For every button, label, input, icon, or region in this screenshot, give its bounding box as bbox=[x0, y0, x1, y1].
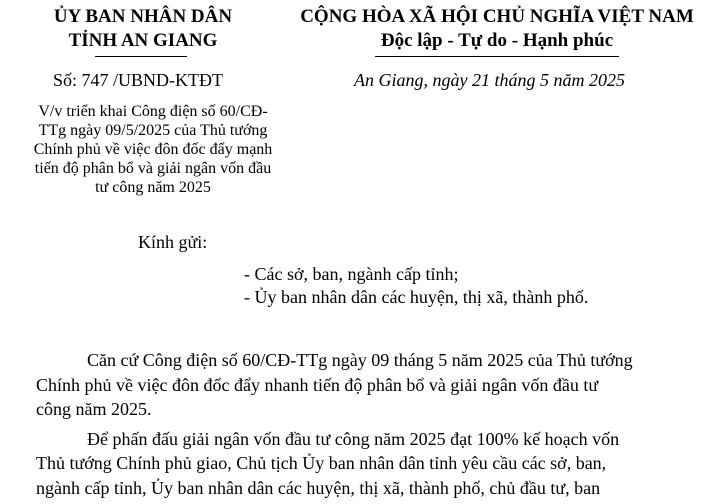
org-underline bbox=[95, 56, 187, 57]
body-line-1: Căn cứ Công điện số 60/CĐ-TTg ngày 09 tháng 5 năm 2025 của Thủ tướng bbox=[87, 350, 633, 370]
subject-line-5: tư công năm 2025 bbox=[95, 179, 211, 196]
document-number: Số: 747 /UBND-KTĐT bbox=[53, 70, 223, 90]
subject-line-2: TTg ngày 09/5/2025 của Thủ tướng bbox=[38, 122, 268, 139]
recipient-2: - Ủy ban nhân dân các huyện, thị xã, thành phố. bbox=[244, 287, 589, 307]
body-line-4: Để phấn đấu giải ngân vốn đầu tư công năm 2025 đạt 100% kế hoạch vốn bbox=[87, 429, 620, 449]
subject-line-3: Chính phủ về việc đôn đốc đẩy mạnh bbox=[33, 141, 273, 158]
body-line-2: Chính phủ về việc đôn đốc đẩy nhanh tiến độ phân bổ và giải ngân vốn đầu tư bbox=[36, 375, 599, 395]
place-date: An Giang, ngày 21 tháng 5 năm 2025 bbox=[354, 70, 625, 90]
national-title: CỘNG HÒA XÃ HỘI CHỦ NGHĨA VIỆT NAM bbox=[300, 6, 694, 27]
org-name-line1: ỦY BAN NHÂN DÂN bbox=[53, 6, 233, 27]
body-line-3: công năm 2025. bbox=[36, 399, 152, 419]
motto-underline bbox=[375, 56, 619, 57]
subject-line-1: V/v triển khai Công điện số 60/CĐ- bbox=[38, 103, 268, 120]
subject-line-4: tiến độ phân bổ và giải ngân vốn đầu bbox=[34, 160, 272, 177]
body-line-6: ngành cấp tỉnh, Ủy ban nhân dân các huyện, thị xã, thành phố, chủ đầu tư, ban bbox=[36, 478, 601, 498]
national-motto: Độc lập - Tự do - Hạnh phúc bbox=[380, 30, 614, 51]
org-name-line2: TỈNH AN GIANG bbox=[68, 30, 218, 51]
body-line-5: Thủ tướng Chính phủ giao, Chủ tịch Ủy ban nhân dân tỉnh yêu cầu các sở, ban, bbox=[36, 453, 607, 473]
recipient-1: - Các sở, ban, ngành cấp tỉnh; bbox=[244, 264, 459, 284]
salutation-label: Kính gửi: bbox=[138, 232, 208, 252]
